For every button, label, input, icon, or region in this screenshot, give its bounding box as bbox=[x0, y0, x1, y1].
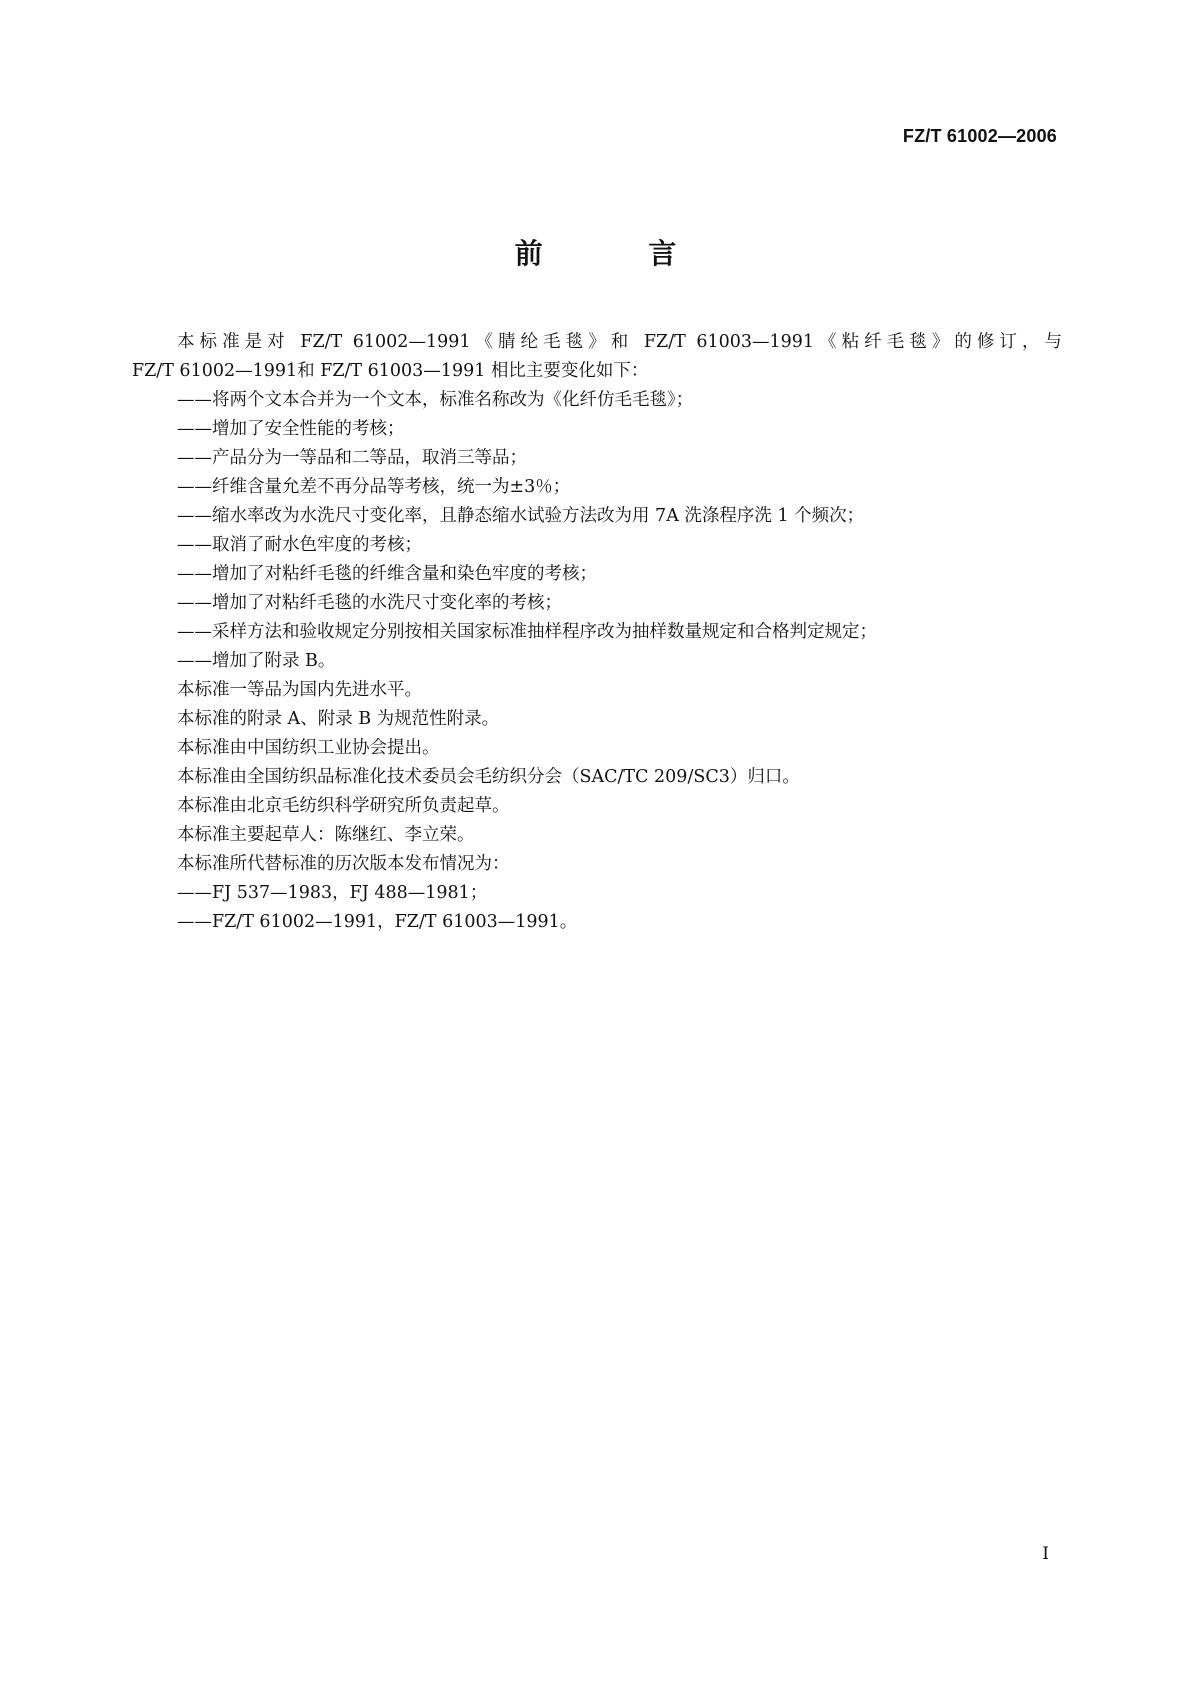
statement: 本标准的附录 A、附录 B 为规范性附录。 bbox=[177, 709, 500, 729]
statement: 本标准所代替标准的历次版本发布情况为： bbox=[177, 854, 510, 874]
intro-line-2: FZ/T 61002—1991和 FZ/T 61003—1991 相比主要变化如下： bbox=[132, 361, 649, 381]
history-item: ——FZ/T 61002—1991，FZ/T 61003—1991。 bbox=[177, 912, 578, 932]
statement: 本标准由北京毛纺织科学研究所负责起草。 bbox=[177, 796, 510, 816]
change-item: ——将两个文本合并为一个文本，标准名称改为《化纤仿毛毛毯》； bbox=[177, 390, 694, 410]
change-item: ——缩水率改为水洗尺寸变化率，且静态缩水试验方法改为用 7A 洗涤程序洗 1 个频次； bbox=[177, 506, 865, 526]
change-item: ——采样方法和验收规定分别按相关国家标准抽样程序改为抽样数量规定和合格判定规定； bbox=[177, 622, 877, 642]
standard-code: FZ/T 61002—2006 bbox=[902, 126, 1057, 146]
statement: 本标准一等品为国内先进水平。 bbox=[177, 680, 422, 700]
change-item: ——增加了附录 B。 bbox=[177, 651, 336, 671]
change-item: ——产品分为一等品和二等品，取消三等品； bbox=[177, 448, 527, 468]
page-number: I bbox=[1042, 1544, 1049, 1564]
change-item: ——增加了对粘纤毛毯的水洗尺寸变化率的考核； bbox=[177, 593, 562, 613]
statement: 本标准由中国纺织工业协会提出。 bbox=[177, 738, 440, 758]
statement: 本标准主要起草人：陈继红、李立荣。 bbox=[177, 825, 475, 845]
document-body bbox=[132, 328, 1062, 937]
change-item: ——增加了安全性能的考核； bbox=[177, 419, 405, 439]
change-item: ——取消了耐水色牢度的考核； bbox=[177, 535, 422, 555]
history-item: ——FJ 537—1983，FJ 488—1981； bbox=[177, 883, 488, 903]
change-item: ——纤维含量允差不再分品等考核，统一为±3％； bbox=[177, 477, 571, 497]
change-item: ——增加了对粘纤毛毯的纤维含量和染色牢度的考核； bbox=[177, 564, 597, 584]
intro-line-1: 本标准是对 FZ/T 61002—1991《腈纶毛毯》和 FZ/T 61003—1991《粘纤毛毯》的修订，与 bbox=[177, 332, 1062, 352]
page-title: 前 言 bbox=[514, 237, 725, 270]
statement: 本标准由全国纺织品标准化技术委员会毛纺织分会（SAC/TC 209/SC3）归口。 bbox=[177, 767, 800, 787]
